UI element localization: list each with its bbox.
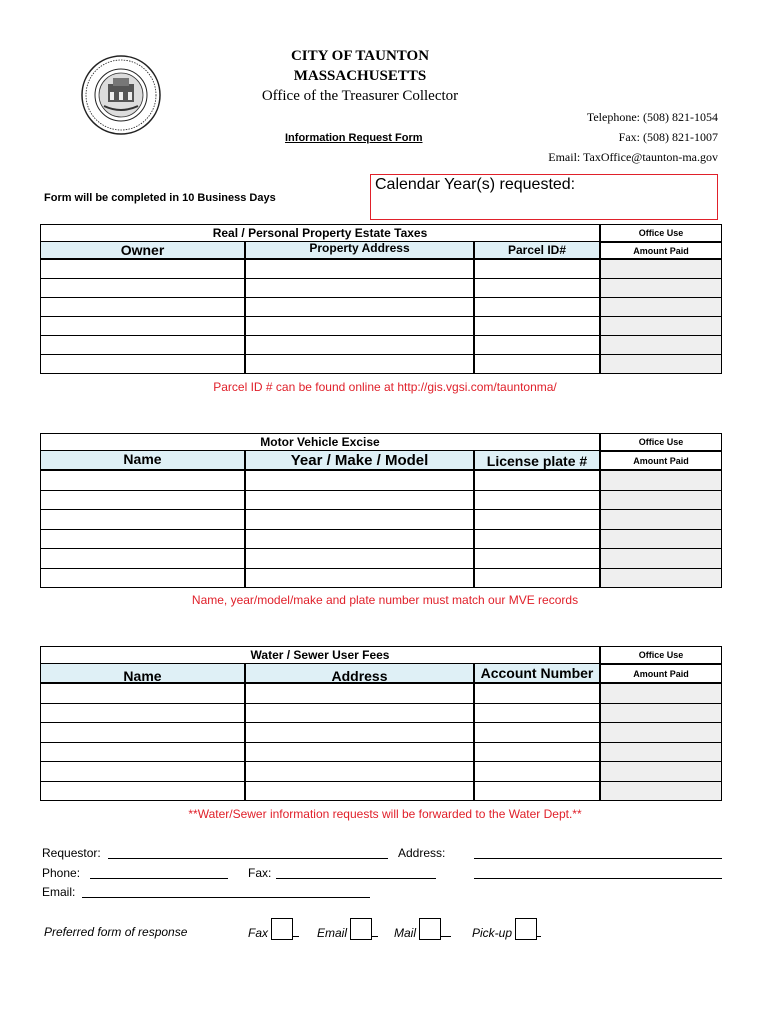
entry-cell[interactable] — [474, 335, 600, 355]
preferred-response-label: Preferred form of response — [44, 925, 188, 939]
office-use-cell — [600, 722, 722, 743]
calendar-year-label: Calendar Year(s) requested: — [375, 176, 576, 193]
amount-paid-label: Amount Paid — [600, 242, 722, 259]
entry-cell[interactable] — [474, 529, 600, 550]
entry-cell[interactable] — [245, 297, 474, 317]
entry-cell[interactable] — [40, 259, 245, 279]
fax-number: Fax: (508) 821-1007 — [618, 130, 718, 144]
entry-cell[interactable] — [245, 470, 474, 491]
option-mail-label: Mail — [394, 926, 417, 940]
phone-input[interactable] — [90, 878, 228, 879]
entry-cell[interactable] — [245, 568, 474, 589]
property-table-title: Real / Personal Property Estate Taxes — [40, 224, 600, 241]
col-parcel-id: Parcel ID# — [474, 241, 600, 259]
entry-cell[interactable] — [474, 781, 600, 802]
property-table — [40, 224, 722, 374]
entry-cell[interactable] — [40, 548, 245, 569]
entry-cell[interactable] — [40, 568, 245, 589]
entry-cell[interactable] — [474, 259, 600, 279]
entry-cell[interactable] — [474, 509, 600, 530]
office-use-cell — [600, 742, 722, 763]
entry-cell[interactable] — [40, 781, 245, 802]
entry-cell[interactable] — [474, 742, 600, 763]
entry-cell[interactable] — [40, 742, 245, 763]
address-input-line-2[interactable] — [474, 878, 722, 879]
option-email-label: Email — [317, 926, 348, 940]
vehicle-table-title: Motor Vehicle Excise — [40, 433, 600, 450]
office-use-cell — [600, 278, 722, 298]
entry-cell[interactable] — [474, 722, 600, 743]
col-property-address: Property Address — [245, 241, 474, 259]
mail-checkbox[interactable] — [419, 918, 441, 940]
entry-cell[interactable] — [40, 278, 245, 298]
water-note: **Water/Sewer information requests will be forwarded to the Water Dept.** — [188, 807, 582, 821]
fax-input[interactable] — [276, 878, 436, 879]
phone-label: Phone: — [42, 866, 81, 880]
entry-cell[interactable] — [40, 509, 245, 530]
entry-cell[interactable] — [474, 316, 600, 336]
form-title: Information Request Form — [285, 132, 423, 144]
option-email[interactable] — [317, 918, 378, 940]
requestor-label: Requestor: — [42, 846, 101, 860]
entry-cell[interactable] — [40, 354, 245, 374]
entry-cell[interactable] — [40, 490, 245, 511]
entry-cell[interactable] — [245, 354, 474, 374]
office-use-label: Office Use — [600, 433, 722, 451]
entry-cell[interactable] — [245, 259, 474, 279]
office-use-cell — [600, 568, 722, 589]
office-use-label: Office Use — [600, 224, 722, 242]
email-label: Email: — [42, 885, 76, 899]
entry-cell[interactable] — [40, 683, 245, 704]
col-address: Address — [245, 663, 474, 683]
amount-paid-label: Amount Paid — [600, 451, 722, 470]
entry-cell[interactable] — [245, 490, 474, 511]
entry-cell[interactable] — [40, 761, 245, 782]
entry-cell[interactable] — [40, 316, 245, 336]
entry-cell[interactable] — [40, 297, 245, 317]
telephone: Telephone: (508) 821-1054 — [586, 110, 718, 124]
entry-cell[interactable] — [474, 683, 600, 704]
office-use-cell — [600, 259, 722, 279]
office-use-cell — [600, 354, 722, 374]
option-fax-label: Fax — [248, 926, 269, 940]
col-name: Name — [40, 663, 245, 683]
option-pickup-label: Pick-up — [472, 926, 513, 940]
col-owner: Owner — [40, 241, 245, 259]
office-use-cell — [600, 297, 722, 317]
entry-cell[interactable] — [245, 683, 474, 704]
entry-cell[interactable] — [245, 335, 474, 355]
entry-cell[interactable] — [474, 761, 600, 782]
option-fax[interactable] — [248, 918, 299, 940]
entry-cell[interactable] — [245, 781, 474, 802]
fax-checkbox[interactable] — [271, 918, 293, 940]
entry-cell[interactable] — [245, 548, 474, 569]
entry-cell[interactable] — [474, 548, 600, 569]
option-mail[interactable] — [394, 918, 451, 940]
vehicle-note: Name, year/model/make and plate number must match our MVE records — [191, 593, 579, 607]
col-year-make-model: Year / Make / Model — [245, 450, 474, 470]
entry-cell[interactable] — [40, 703, 245, 724]
entry-cell[interactable] — [245, 703, 474, 724]
email-input[interactable] — [82, 897, 370, 898]
office-use-cell — [600, 316, 722, 336]
entry-cell[interactable] — [474, 278, 600, 298]
office-use-cell — [600, 761, 722, 782]
office-use-cell — [600, 335, 722, 355]
entry-cell[interactable] — [245, 509, 474, 530]
email-checkbox[interactable] — [350, 918, 372, 940]
email-address: Email: TaxOffice@taunton-ma.gov — [548, 150, 718, 164]
fax-label: Fax: — [248, 866, 272, 880]
office-use-cell — [600, 490, 722, 511]
option-pickup[interactable] — [472, 918, 541, 940]
entry-cell[interactable] — [40, 722, 245, 743]
entry-cell[interactable] — [245, 278, 474, 298]
entry-cell[interactable] — [40, 335, 245, 355]
office-use-cell — [600, 529, 722, 550]
entry-cell[interactable] — [245, 742, 474, 763]
entry-cell[interactable] — [474, 354, 600, 374]
office-use-label: Office Use — [600, 646, 722, 664]
address-label: Address: — [398, 846, 446, 860]
col-account-number: Account Number — [474, 663, 600, 683]
city-seal-icon — [80, 54, 162, 136]
entry-cell[interactable] — [245, 722, 474, 743]
entry-cell[interactable] — [245, 761, 474, 782]
entry-cell[interactable] — [474, 490, 600, 511]
amount-paid-label: Amount Paid — [600, 664, 722, 683]
entry-cell[interactable] — [245, 316, 474, 336]
pickup-checkbox[interactable] — [515, 918, 537, 940]
city-name: CITY OF TAUNTON — [290, 48, 430, 64]
entry-cell[interactable] — [474, 568, 600, 589]
col-license-plate: License plate # — [474, 450, 600, 470]
office-use-cell — [600, 781, 722, 802]
water-table-title: Water / Sewer User Fees — [40, 646, 600, 663]
office-use-cell — [600, 509, 722, 530]
office-use-cell — [600, 470, 722, 491]
parcel-note: Parcel ID # can be found online at http://gis.vgsi.com/tauntonma/ — [213, 380, 557, 394]
office-use-cell — [600, 548, 722, 569]
entry-cell[interactable] — [474, 703, 600, 724]
entry-cell[interactable] — [245, 529, 474, 550]
state-name: MASSACHUSETTS — [293, 68, 427, 84]
office-name: Office of the Treasurer Collector — [261, 88, 459, 104]
address-input-line-1[interactable] — [474, 858, 722, 859]
col-name: Name — [40, 450, 245, 470]
calendar-year-field[interactable] — [370, 174, 718, 220]
completion-note: Form will be completed in 10 Business Days — [44, 192, 276, 204]
entry-cell[interactable] — [40, 470, 245, 491]
office-use-cell — [600, 683, 722, 704]
entry-cell[interactable] — [474, 297, 600, 317]
water-table — [40, 646, 722, 801]
entry-cell[interactable] — [474, 470, 600, 491]
vehicle-table — [40, 433, 722, 588]
entry-cell[interactable] — [40, 529, 245, 550]
requestor-input[interactable] — [108, 858, 388, 859]
office-use-cell — [600, 703, 722, 724]
